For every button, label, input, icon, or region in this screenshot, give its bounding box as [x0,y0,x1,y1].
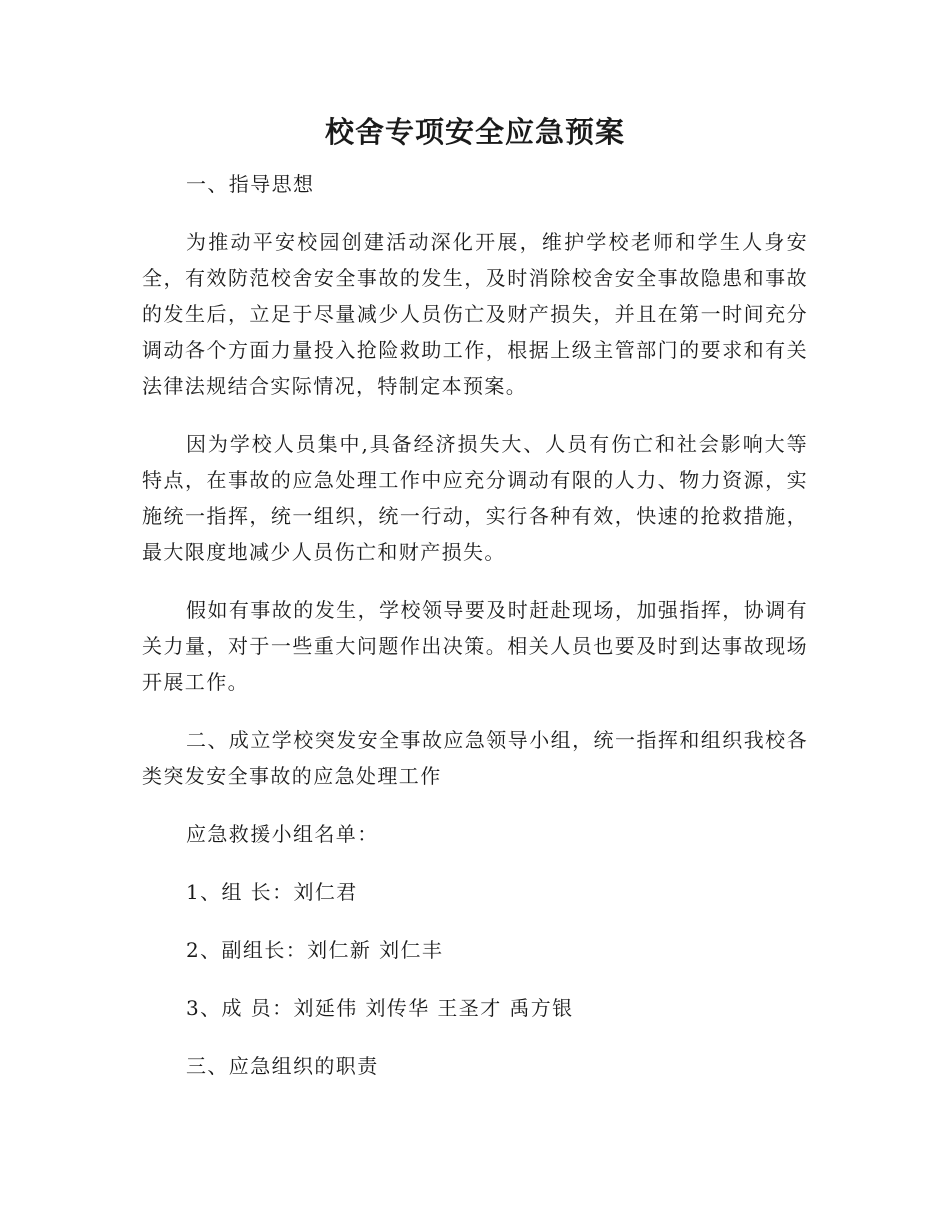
section-heading-responsibilities: 三、应急组织的职责 [186,1054,379,1078]
deputy-leader-line: 2、副组长：刘仁新 刘仁丰 [186,938,444,962]
members-line: 3、成 员：刘延伟 刘传华 王圣才 禹方银 [186,996,574,1020]
paragraph-leadership-response: 假如有事故的发生，学校领导要及时赶赴现场，加强指挥，协调有关力量，对于一些重大问题作出决策。相关人员也要及时到达事故现场开展工作。 [142,598,808,694]
document-body [142,166,808,1106]
section-heading-guiding-ideology: 一、指导思想 [186,172,315,196]
document-title: 校舍专项安全应急预案 [324,115,625,149]
section-heading-leadership-group: 二、成立学校突发安全事故应急领导小组，统一指挥和组织我校各类突发安全事故的应急处理工作 [142,728,808,788]
rescue-team-list-heading: 应急救援小组名单： [186,822,379,846]
paragraph-purpose: 为推动平安校园创建活动深化开展，维护学校老师和学生人身安全，有效防范校舍安全事故的发生，及时消除校舍安全事故隐患和事故的发生后，立足于尽量减少人员伤亡及财产损失，并且在第一时间充分调动各个方面力量投入抢险救助工作，根据上级主管部门的要求和有关法律法规结合实际情况，特制定本预案。 [142,230,808,398]
team-leader-line: 1、组 长：刘仁君 [186,880,358,904]
paragraph-characteristics: 因为学校人员集中,具备经济损失大、人员有伤亡和社会影响大等特点，在事故的应急处理工作中应充分调动有限的人力、物力资源，实施统一指挥，统一组织，统一行动，实行各种有效，快速的抢救措施，最大限度地减少人员伤亡和财产损失。 [142,432,808,564]
